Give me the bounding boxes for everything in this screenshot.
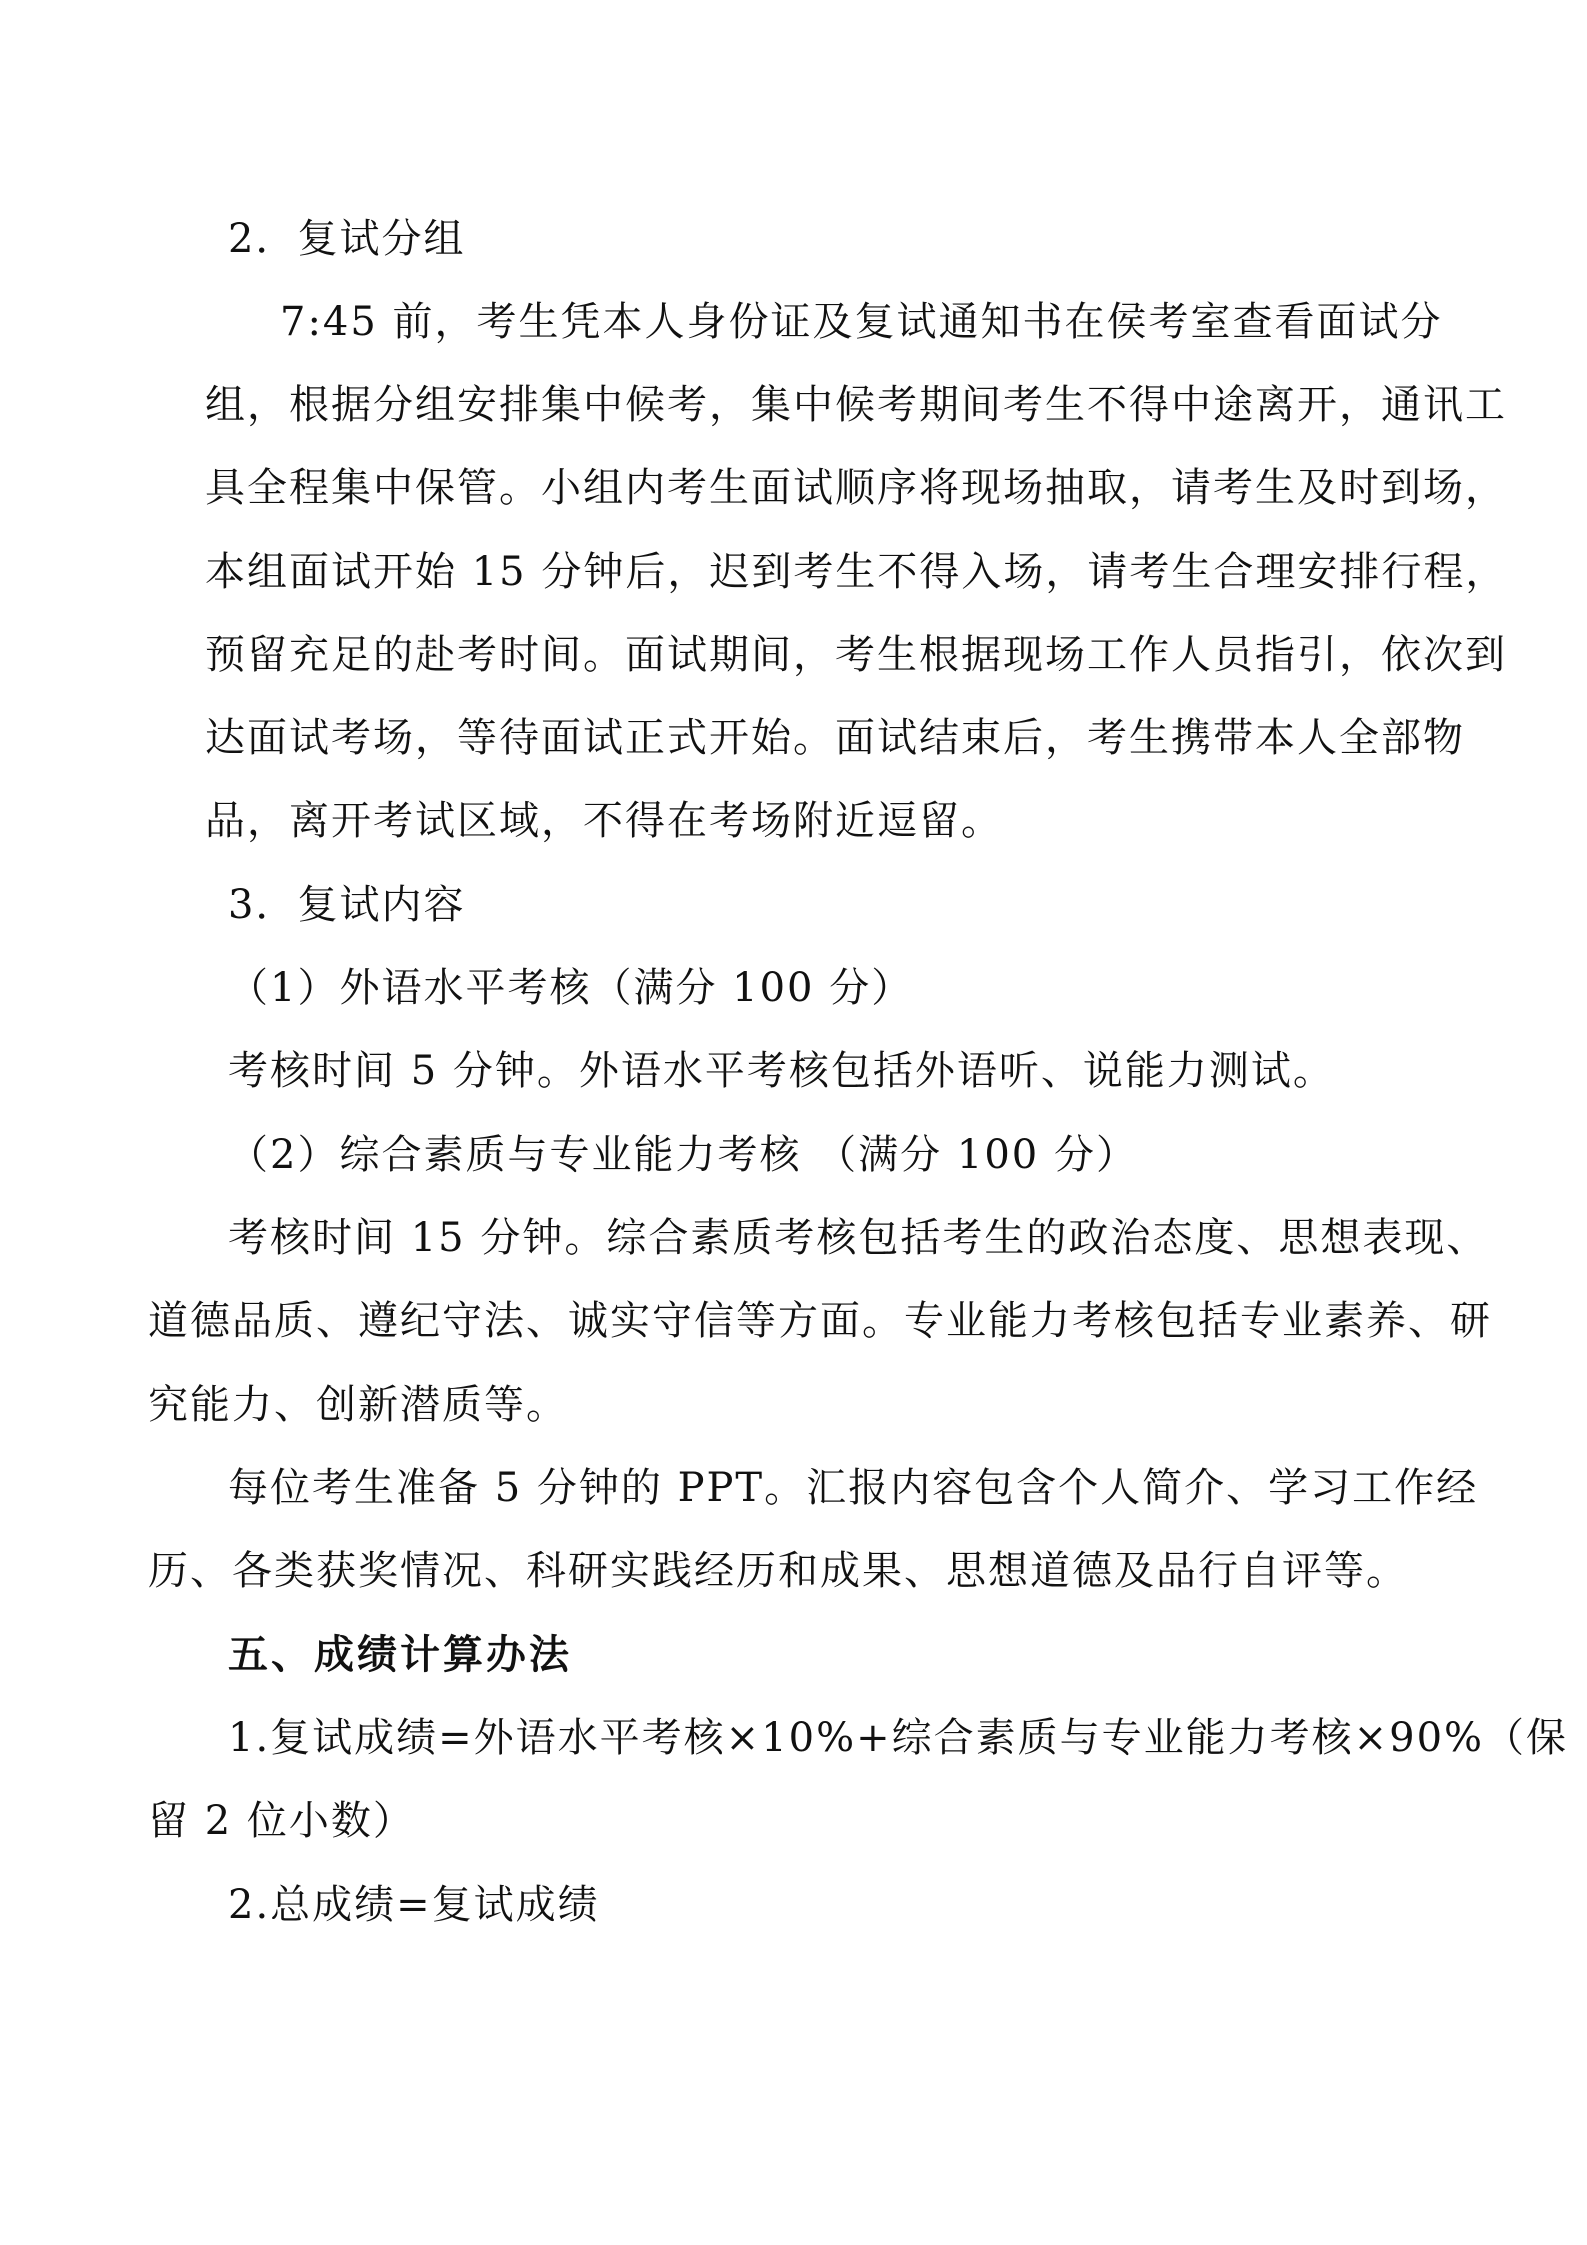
paragraph-line: 究能力、创新潜质等。	[148, 1382, 568, 1428]
subsection-heading-competence: （2）综合素质与专业能力考核 （满分 100 分）	[228, 1132, 1138, 1178]
section-heading-content: 3．复试内容	[228, 882, 466, 928]
section-heading-scoring: 五、成绩计算办法	[228, 1632, 572, 1678]
section-heading-grouping: 2．复试分组	[228, 216, 466, 262]
paragraph-line: 1.复试成绩=外语水平考核×10%+综合素质与专业能力考核×90%（保	[228, 1715, 1569, 1761]
paragraph-line: 历、各类获奖情况、科研实践经历和成果、思想道德及品行自评等。	[148, 1548, 1408, 1594]
paragraph-line: 7:45 前，考生凭本人身份证及复试通知书在侯考室查看面试分	[280, 299, 1443, 345]
paragraph-line: 达面试考场，等待面试正式开始。面试结束后，考生携带本人全部物	[205, 715, 1465, 761]
subsection-heading-language: （1）外语水平考核（满分 100 分）	[228, 965, 914, 1011]
scoring-formula-2: 2.总成绩=复试成绩	[228, 1882, 600, 1928]
paragraph-line: 考核时间 15 分钟。综合素质考核包括考生的政治态度、思想表现、	[228, 1215, 1489, 1261]
paragraph-line: 预留充足的赴考时间。面试期间，考生根据现场工作人员指引，依次到	[205, 632, 1507, 678]
paragraph-line: 品，离开考试区域，不得在考场附近逗留。	[205, 798, 1003, 844]
paragraph-line: 留 2 位小数）	[148, 1798, 415, 1844]
paragraph-line: 每位考生准备 5 分钟的 PPT。汇报内容包含个人简介、学习工作经	[228, 1465, 1479, 1511]
paragraph-line: 本组面试开始 15 分钟后，迟到考生不得入场，请考生合理安排行程，	[205, 549, 1508, 595]
language-assessment-text: 考核时间 5 分钟。外语水平考核包括外语听、说能力测试。	[228, 1048, 1335, 1094]
paragraph-line: 组，根据分组安排集中候考，集中候考期间考生不得中途离开，通讯工	[205, 382, 1507, 428]
paragraph-line: 具全程集中保管。小组内考生面试顺序将现场抽取，请考生及时到场，	[205, 465, 1507, 511]
paragraph-line: 道德品质、遵纪守法、诚实守信等方面。专业能力考核包括专业素养、研	[148, 1298, 1492, 1344]
